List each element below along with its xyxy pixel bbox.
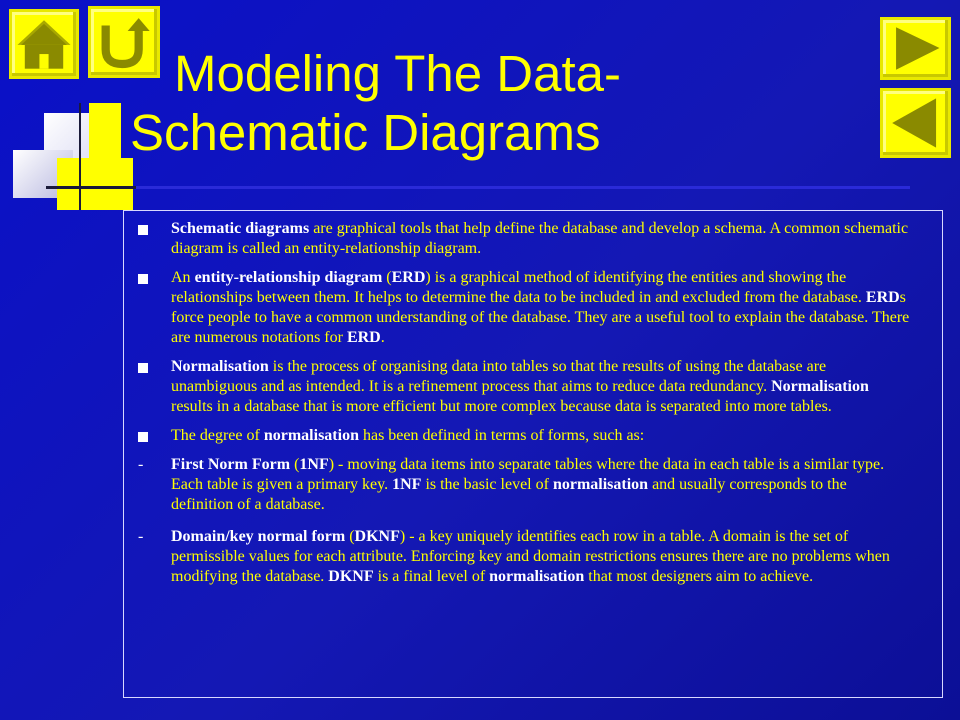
decorative-square-yellow (89, 103, 121, 158)
bullet-item (136, 426, 912, 446)
bullet-item (136, 527, 912, 587)
bold-term: DKNF (354, 528, 400, 545)
home-icon (12, 12, 76, 76)
bold-term: DKNF (328, 568, 374, 585)
body-text: ) - a key uniquely identifies each row in a table. A domain is the set of permissible values for each attribute. Enforcing key and domain restrictions ensures there are no problems when modifying the database. (171, 528, 890, 585)
body-text: is a final level of (373, 568, 490, 585)
bullet-item (136, 268, 912, 348)
body-text: and usually corresponds to the definition of a database. (171, 476, 847, 513)
bold-term: Domain/key normal form (171, 528, 346, 545)
page-title (130, 44, 870, 162)
body-text: ( (290, 456, 300, 473)
body-text: are graphical tools that help define the database and develop a schema. A common schematic diagram is called an entity-relationship diagram. (171, 220, 909, 257)
play-back-triangle-icon (883, 91, 948, 155)
bold-term: 1NF (392, 476, 422, 493)
body-text: The degree of (171, 427, 264, 444)
body-text: . (380, 329, 385, 346)
bold-term: ERD (346, 329, 381, 346)
dash-marker: - (138, 456, 144, 473)
decorative-square-yellow (57, 158, 133, 210)
body-text: ) - moving data items into separate tables where the data in each table is a similar type. Each table is given a primary key. (171, 456, 885, 493)
square-bullet-icon (138, 274, 148, 284)
bold-term: 1NF (299, 456, 329, 473)
bullet-item (136, 357, 912, 417)
play-forward-triangle-icon (883, 20, 948, 77)
body-text: s force people to have a common understanding of the database. They are a useful tool to explain the database. There are numerous notations for (171, 289, 910, 346)
body-text: ) is a graphical method of identifying the entities and showing the relationships between them. It helps to determine the data to be included in and excluded from the database. (171, 269, 866, 306)
bullet-item (136, 219, 912, 259)
bold-term: First Norm Form (171, 456, 291, 473)
body-text: ( (345, 528, 355, 545)
next-slide-button[interactable] (880, 17, 951, 80)
title-underline (46, 186, 910, 189)
body-text: ( (382, 269, 392, 286)
square-bullet-icon (138, 225, 148, 235)
square-bullet-icon (138, 432, 148, 442)
bold-term: Normalisation (771, 378, 869, 395)
body-text: An (171, 269, 195, 286)
bold-term: entity-relationship diagram (194, 269, 383, 286)
bold-term: normalisation (552, 476, 649, 493)
bold-term: normalisation (489, 568, 585, 585)
body-text: is the process of organising data into tables so that the results of using the database are unambiguous and as intended. It is a refinement process that aims to reduce data redundancy. (171, 358, 827, 395)
body-text: has been defined in terms of forms, such as: (358, 427, 645, 444)
body-text: that most designers aim to achieve. (584, 568, 814, 585)
home-button[interactable] (9, 9, 79, 79)
bold-term: Schematic diagrams (171, 220, 310, 237)
previous-slide-button[interactable] (880, 88, 951, 158)
square-bullet-icon (138, 363, 148, 373)
decorative-vertical-line (79, 103, 81, 210)
dash-marker: - (138, 528, 144, 545)
title-line-1: Modeling The Data- (174, 45, 621, 102)
bold-term: Normalisation (171, 358, 269, 375)
bullet-item (136, 455, 912, 515)
body-text: results in a database that is more efficient but more complex because data is separated into more tables. (171, 398, 832, 415)
decorative-line-segment (46, 186, 136, 189)
bold-term: ERD (391, 269, 426, 286)
content-box (123, 210, 943, 698)
title-line-2: Schematic Diagrams (130, 104, 601, 161)
bold-term: normalisation (263, 427, 359, 444)
bold-term: ERD (865, 289, 900, 306)
body-text: is the basic level of (421, 476, 553, 493)
